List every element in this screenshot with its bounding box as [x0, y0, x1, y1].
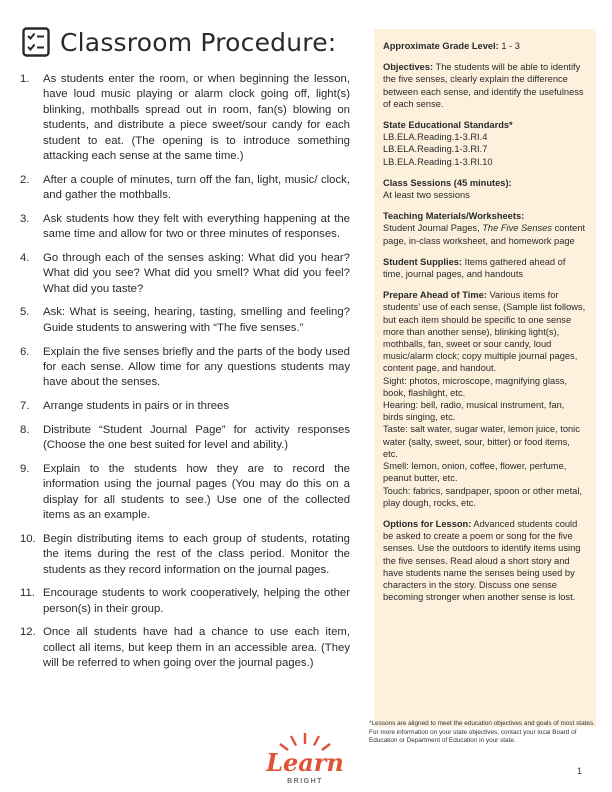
procedure-step — [20, 586, 350, 617]
objectives-label: Objectives: — [383, 62, 434, 73]
step-text: Explain to the students how they are to record the information using the journal pages (You may do this on a display for all students to see.) Use one of the collected items as an example. — [43, 462, 350, 522]
grade-level — [383, 40, 586, 52]
procedure-step — [20, 345, 350, 391]
step-text: Encourage students to work cooperatively, helping the other person(s) in their group. — [43, 587, 350, 615]
materials-title: The Five Senses — [482, 223, 552, 234]
procedure-step — [20, 251, 350, 297]
procedure-step — [20, 532, 350, 578]
materials-prefix: Student Journal Pages, — [383, 223, 483, 234]
step-number: 9. — [20, 462, 30, 475]
prepare-label: Prepare Ahead of Time: — [383, 290, 487, 301]
learn-bright-logo — [246, 731, 364, 786]
step-text: Distribute “Student Journal Page” for activity responses (Choose the one best suited for level and ability.) — [43, 423, 350, 452]
step-text: Begin distributing items to each group of students, rotating the items during the rest of the class period. Monitor the students as they record information on the journal pages. — [43, 532, 350, 576]
sense-item-sight: Sight: photos, microscope, magnifying glass, book, flashlight, etc. — [383, 375, 567, 398]
step-number: 5. — [20, 306, 30, 319]
step-number: 4. — [20, 251, 30, 264]
step-text: As students enter the room, or when beginning the lesson, have loud music playing or alarm clock going off, light(s) blinking, mothballs spread out in room, fan(s) blowing on students, and distribute a piece sweet/sour candy for each student to eat. (The opening is to introduce something attacking each sense at the same time.) — [43, 73, 350, 163]
step-number: 10. — [20, 532, 36, 545]
procedure-list — [20, 72, 350, 680]
step-number: 3. — [20, 212, 30, 225]
lesson-info-sidebar — [374, 29, 596, 727]
class-sessions — [383, 177, 586, 201]
sense-item-smell: Smell: lemon, onion, coffee, flower, perfume, peanut butter, etc. — [383, 461, 567, 484]
procedure-step — [20, 462, 350, 524]
checklist-icon — [22, 27, 50, 57]
procedure-step — [20, 625, 350, 671]
step-number: 11. — [20, 587, 35, 600]
supplies-text: Items gathered ahead of time, journal pages, and handouts — [383, 256, 566, 280]
step-number: 8. — [20, 423, 30, 436]
teaching-materials — [383, 210, 586, 247]
prepare-text: Various items for students’ use of each sense, (Sample list follows, but each item should be specific to one sense more than another sense), blinking light(s), mothballs, fan, sweet or sour candy, loud music/alarm clock; copy multiple journal pages, content page, and handout. — [383, 290, 586, 374]
step-text: Go through each of the senses asking: What did you hear? What did you see? What did you smell? What did you feel? What did you taste? — [43, 251, 350, 295]
standards — [383, 119, 586, 168]
options-text: Advanced students could be asked to create a poem or song for the five senses. Use the outdoors to identify items using the five senses. Read aloud a short story and have students name the senses being used by characters in the story. Discuss one sense becoming stronger when another sense is lost. — [383, 518, 581, 603]
procedure-step — [20, 423, 350, 454]
procedure-step — [20, 305, 350, 336]
lesson-options — [383, 518, 586, 603]
page-title: Classroom Procedure: — [60, 27, 337, 57]
step-number: 7. — [20, 400, 30, 413]
sessions-text: At least two sessions — [383, 190, 470, 201]
grade-label: Approximate Grade Level: — [383, 41, 499, 51]
step-text: Ask students how they felt with everything happening at the same time and allow for two or three minutes of responses. — [43, 212, 350, 241]
step-text: After a couple of minutes, turn off the fan, light, music/ clock, and gather the mothballs. — [43, 173, 350, 202]
step-number: 12. — [20, 626, 36, 639]
standards-footnote: *Lessons are aligned to meet the education objectives and goals of most states. For more information on your state objectives, contact your local Board of Education or Department of Education in your state. — [369, 720, 595, 745]
step-text: Explain the five senses briefly and the parts of the body used for each sense. Allow time for any questions students may have about the senses. — [43, 345, 350, 389]
materials-label: Teaching Materials/Worksheets: — [383, 211, 525, 222]
step-number: 1. — [20, 73, 30, 85]
standard-item: LB.ELA.Reading.1-3.RI.10 — [383, 156, 493, 167]
procedure-step — [20, 212, 350, 243]
sense-item-touch: Touch: fabrics, sandpaper, spoon or other metal, play dough, rocks, etc. — [383, 485, 582, 508]
page-number: 1 — [577, 766, 583, 776]
step-text: Arrange students in pairs or in threes — [43, 400, 230, 413]
step-text: Once all students have had a chance to use each item, collect all items, but keep them in an accessible area. (They will be referred to when going over the journal pages.) — [43, 626, 350, 670]
sense-item-taste: Taste: salt water, sugar water, lemon juice, tonic water (salty, sweet, sour, bitter) or food items, etc. — [383, 424, 580, 459]
standard-item: LB.ELA.Reading.1-3.RI.7 — [383, 144, 488, 155]
grade-value: 1 - 3 — [501, 41, 520, 51]
step-text: Ask: What is seeing, hearing, tasting, smelling and feeling? Guide students to answering with “The five senses.” — [43, 306, 350, 334]
standard-item: LB.ELA.Reading.1-3.RI.4 — [383, 132, 488, 143]
procedure-step — [20, 173, 350, 204]
procedure-step — [20, 72, 350, 164]
standards-label: State Educational Standards* — [383, 120, 513, 131]
supplies-label: Student Supplies: — [383, 256, 463, 267]
objectives — [383, 61, 586, 110]
logo-sub: BRIGHT — [287, 778, 323, 785]
objectives-text: The students will be able to identify the five senses, clearly explain the difference between each sense, and identify the usefulness of each sense. — [383, 62, 584, 109]
student-supplies — [383, 256, 586, 280]
sessions-label: Class Sessions (45 minutes): — [383, 177, 512, 188]
options-label: Options for Lesson: — [383, 518, 472, 529]
prepare-ahead — [383, 289, 586, 509]
logo-word: Learn — [266, 748, 344, 777]
step-number: 2. — [20, 173, 30, 186]
materials-suffix: content page, in-class worksheet, and homework page — [383, 223, 586, 246]
step-number: 6. — [20, 345, 30, 358]
page-header — [22, 22, 336, 62]
sense-item-hearing: Hearing: bell, radio, musical instrument, fan, birds singing, etc. — [383, 400, 565, 423]
procedure-step — [20, 399, 350, 414]
